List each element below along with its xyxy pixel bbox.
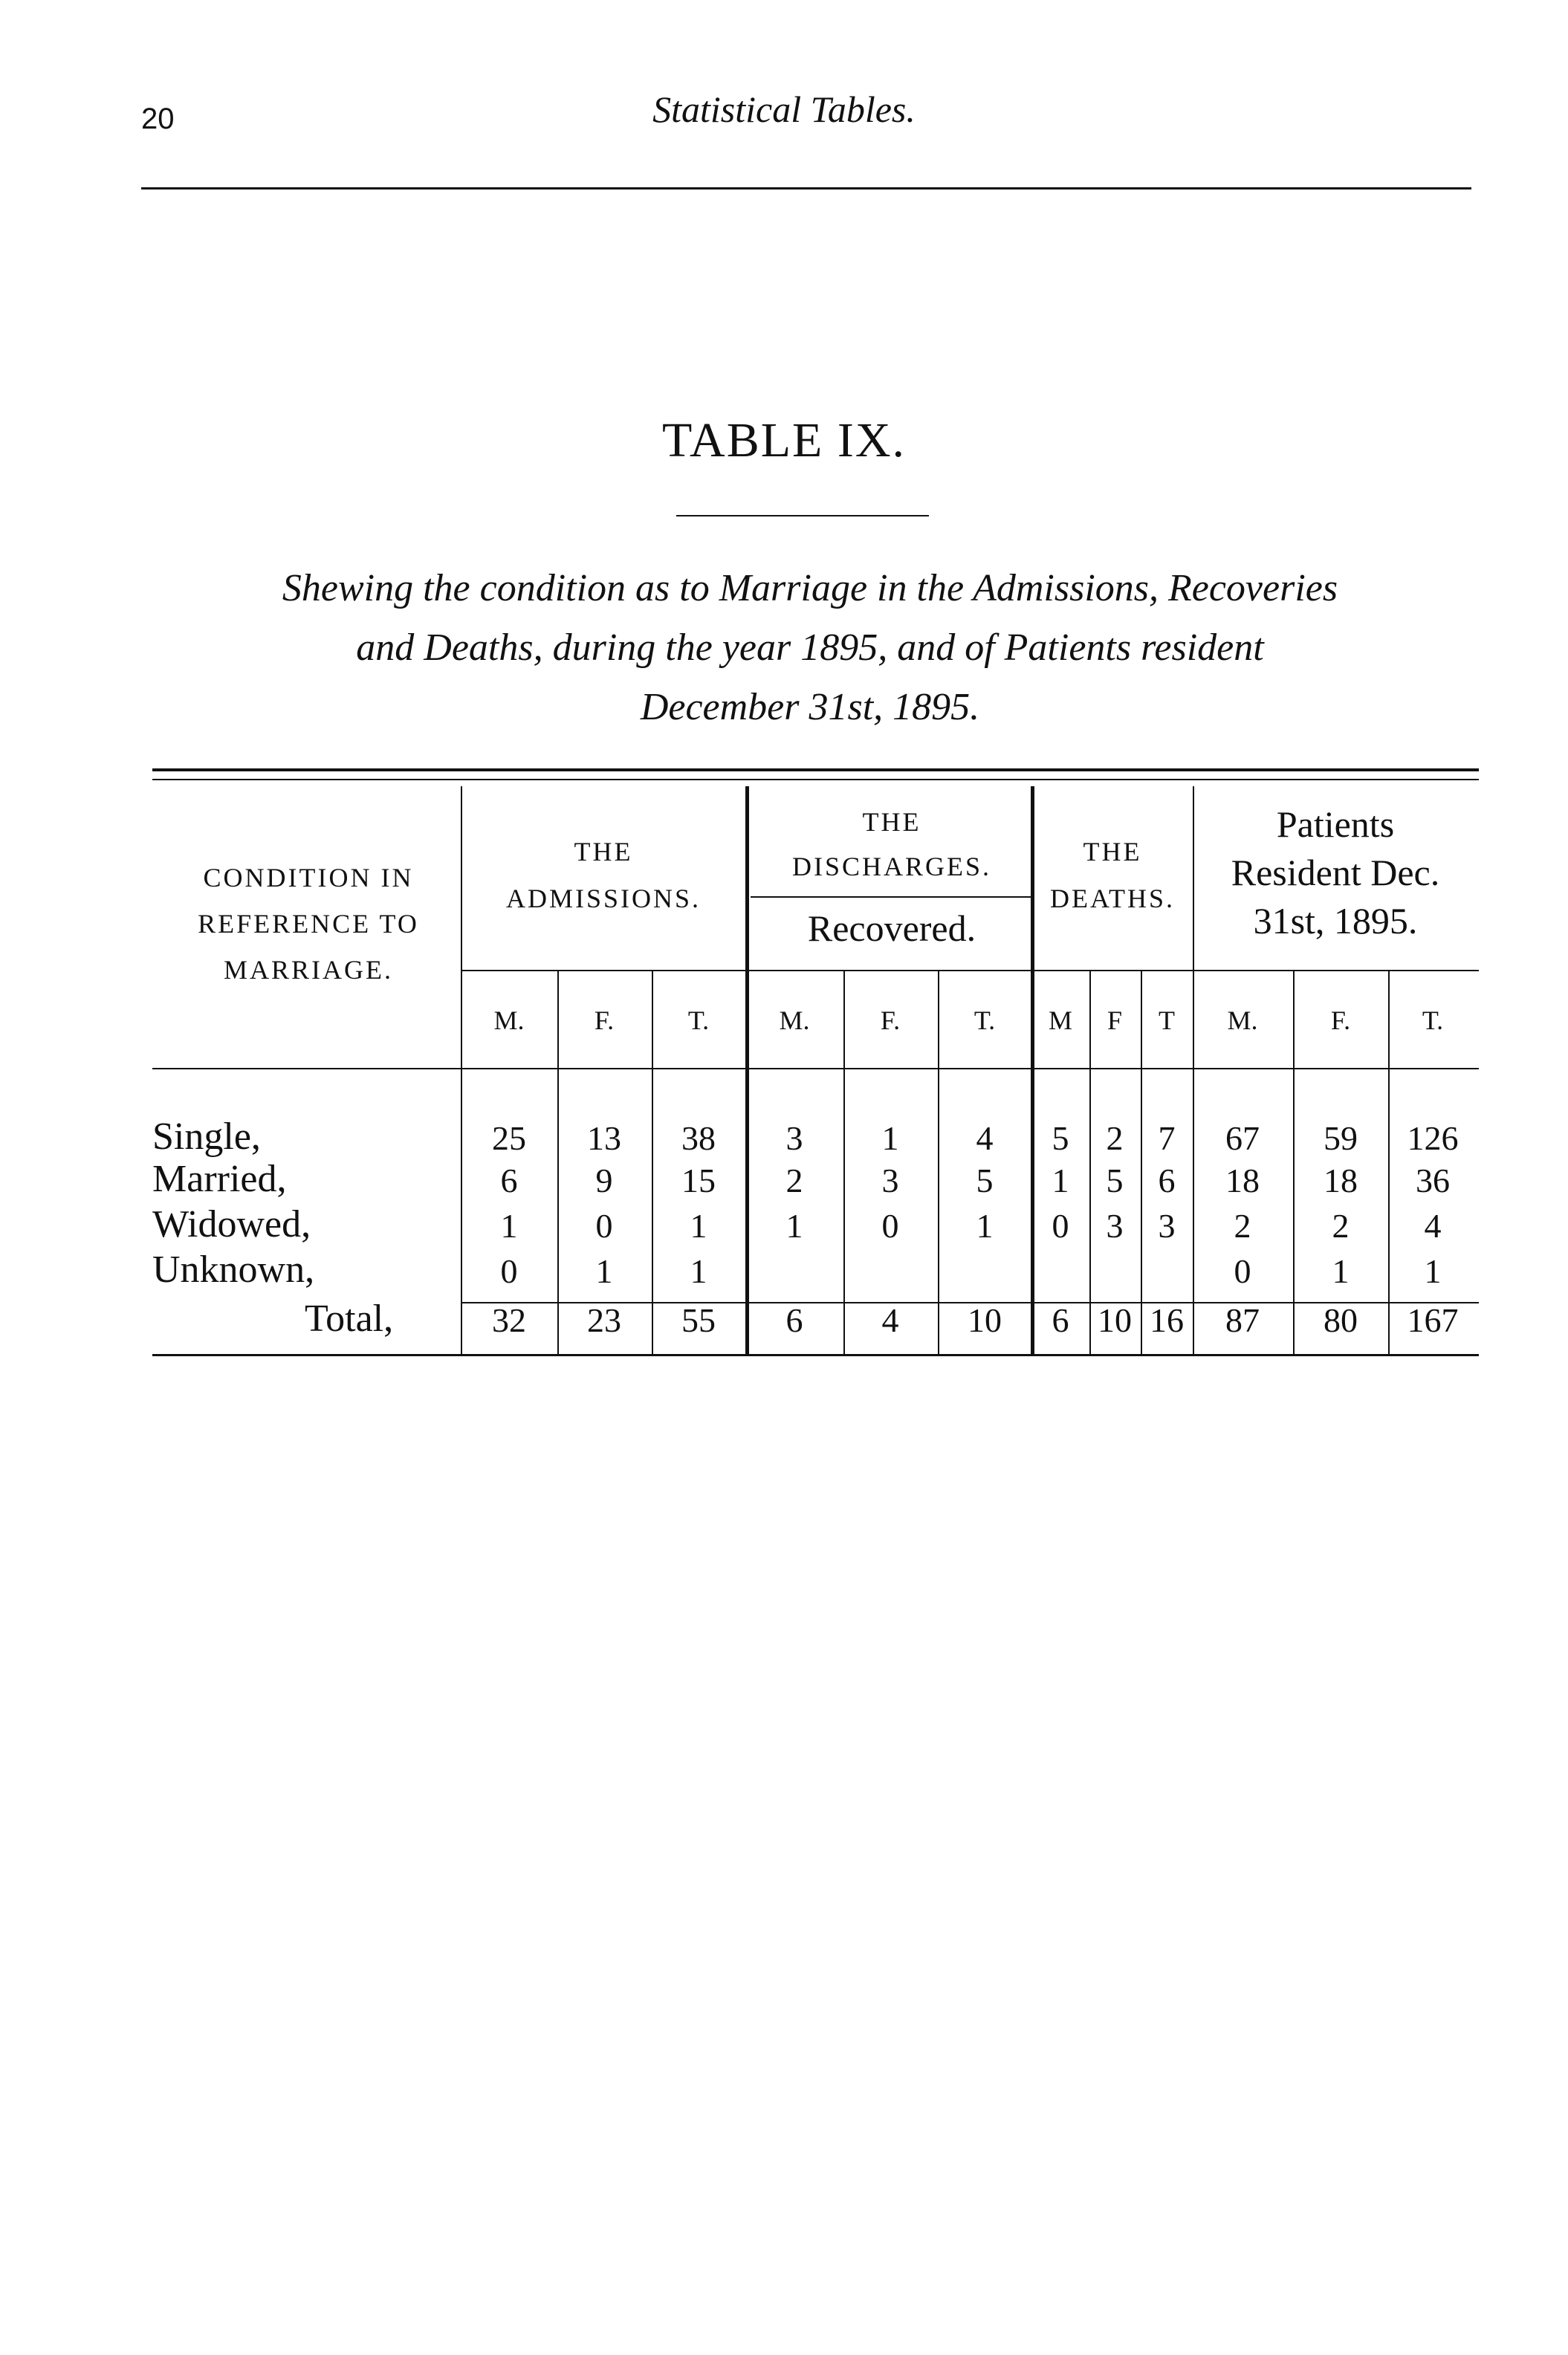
table-cell: 0 bbox=[1052, 1207, 1069, 1245]
table-cell: 3 bbox=[881, 1162, 899, 1199]
subcol-divider bbox=[1141, 970, 1142, 1354]
recovered-header: Recovered. bbox=[807, 907, 976, 949]
group-header-rule bbox=[461, 970, 1479, 971]
header-line: REFERENCE TO bbox=[198, 909, 419, 939]
table-cell: 4 bbox=[1424, 1207, 1442, 1245]
row-label-unknown: Unknown, bbox=[152, 1248, 315, 1291]
table-cell: 9 bbox=[595, 1162, 613, 1199]
table-cell: 3 bbox=[1158, 1207, 1176, 1245]
table-top-rule-thin bbox=[152, 779, 1479, 780]
table-cell: 126 bbox=[1407, 1119, 1459, 1157]
table-cell: 2 bbox=[1332, 1207, 1350, 1245]
condition-header bbox=[171, 855, 446, 993]
total-label: Total, bbox=[305, 1298, 394, 1340]
table-cell: 36 bbox=[1416, 1162, 1450, 1199]
table-cell: 18 bbox=[1225, 1162, 1260, 1199]
subheader-m: M. bbox=[779, 1005, 810, 1035]
table-cell: 5 bbox=[976, 1162, 994, 1199]
subcol-divider bbox=[938, 970, 939, 1354]
table-cell: 1 bbox=[785, 1207, 803, 1245]
subheader-m: M bbox=[1048, 1005, 1073, 1035]
table-cell: 0 bbox=[881, 1207, 899, 1245]
subcol-divider bbox=[557, 970, 559, 1354]
table-cell: 1 bbox=[881, 1119, 899, 1157]
col-divider bbox=[1031, 786, 1034, 1354]
subcol-divider bbox=[843, 970, 845, 1354]
table-cell: 6 bbox=[1052, 1301, 1069, 1339]
table-cell: 10 bbox=[968, 1301, 1002, 1339]
col-divider bbox=[1193, 786, 1194, 1354]
subheader-t: T. bbox=[1422, 1005, 1444, 1035]
table-cell: 4 bbox=[976, 1119, 994, 1157]
title-rule bbox=[676, 515, 929, 516]
admissions-header-the: THE bbox=[574, 837, 633, 866]
caption-line: December 31st, 1895. bbox=[640, 686, 980, 728]
table-cell: 18 bbox=[1324, 1162, 1358, 1199]
subheader-t: T. bbox=[973, 1005, 996, 1035]
table-title: TABLE IX. bbox=[662, 413, 906, 467]
table-cell: 55 bbox=[681, 1301, 716, 1339]
table-cell: 1 bbox=[976, 1207, 994, 1245]
table-cell: 32 bbox=[492, 1301, 526, 1339]
col-divider bbox=[745, 786, 749, 1354]
discharges-header-the: THE bbox=[862, 807, 921, 837]
table-cell: 2 bbox=[785, 1162, 803, 1199]
row-label-widowed: Widowed, bbox=[152, 1203, 311, 1245]
discharges-header: DISCHARGES. bbox=[791, 852, 992, 881]
header-line: MARRIAGE. bbox=[223, 955, 393, 985]
header-line: CONDITION IN bbox=[203, 863, 414, 893]
table-cell: 1 bbox=[595, 1252, 613, 1290]
row-label-married: Married, bbox=[152, 1158, 287, 1200]
deaths-header-the: THE bbox=[1083, 837, 1142, 866]
table-cell: 2 bbox=[1234, 1207, 1251, 1245]
table-cell: 6 bbox=[785, 1301, 803, 1339]
subheader-f: F. bbox=[1330, 1005, 1351, 1035]
subheader-t: T bbox=[1159, 1005, 1175, 1035]
table-cell: 6 bbox=[500, 1162, 518, 1199]
subcol-divider bbox=[1293, 970, 1295, 1354]
page-number: 20 bbox=[141, 103, 175, 135]
table-cell: 6 bbox=[1158, 1162, 1176, 1199]
table-cell: 1 bbox=[1052, 1162, 1069, 1199]
table-cell: 4 bbox=[881, 1301, 899, 1339]
resident-header-line1: Patients bbox=[1276, 803, 1395, 845]
table-cell: 25 bbox=[492, 1119, 526, 1157]
caption-line: Shewing the condition as to Marriage in the Admissions, Recoveries bbox=[282, 567, 1338, 609]
resident-header-line3: 31st, 1895. bbox=[1253, 900, 1418, 942]
table-cell: 3 bbox=[785, 1119, 803, 1157]
caption-line: and Deaths, during the year 1895, and of Patients resident bbox=[356, 626, 1264, 669]
table-cell: 0 bbox=[1234, 1252, 1251, 1290]
table-cell: 16 bbox=[1150, 1301, 1184, 1339]
table-cell: 38 bbox=[681, 1119, 716, 1157]
table-cell: 7 bbox=[1158, 1119, 1176, 1157]
subheader-f: F bbox=[1107, 1005, 1123, 1035]
table-cell: 3 bbox=[1106, 1207, 1124, 1245]
subcol-divider bbox=[652, 970, 653, 1354]
discharges-sub-rule bbox=[751, 896, 1033, 898]
table-cell: 2 bbox=[1106, 1119, 1124, 1157]
table-cell: 1 bbox=[690, 1207, 707, 1245]
table-cell: 167 bbox=[1407, 1301, 1459, 1339]
table-cell: 87 bbox=[1225, 1301, 1260, 1339]
table-cell: 15 bbox=[681, 1162, 716, 1199]
admissions-header: ADMISSIONS. bbox=[505, 884, 702, 913]
running-head: Statistical Tables. bbox=[652, 88, 916, 130]
table-cell: 67 bbox=[1225, 1119, 1260, 1157]
table-cell: 1 bbox=[1332, 1252, 1350, 1290]
subcol-divider bbox=[1388, 970, 1390, 1354]
table-bottom-rule bbox=[152, 1354, 1479, 1356]
table-cell: 5 bbox=[1052, 1119, 1069, 1157]
table-caption bbox=[145, 559, 1475, 737]
header-rule bbox=[141, 187, 1471, 189]
table-cell: 0 bbox=[500, 1252, 518, 1290]
table-cell: 5 bbox=[1106, 1162, 1124, 1199]
subheader-m: M. bbox=[1227, 1005, 1258, 1035]
table-top-rule bbox=[152, 768, 1479, 771]
table-cell: 80 bbox=[1324, 1301, 1358, 1339]
subheader-t: T. bbox=[687, 1005, 710, 1035]
subheader-f: F. bbox=[880, 1005, 901, 1035]
header-bottom-rule bbox=[152, 1068, 1479, 1069]
subcol-divider bbox=[1089, 970, 1091, 1354]
table-cell: 10 bbox=[1098, 1301, 1132, 1339]
col-divider bbox=[461, 786, 462, 1354]
resident-header-line2: Resident Dec. bbox=[1231, 852, 1440, 893]
row-label-single: Single, bbox=[152, 1115, 261, 1158]
subheader-m: M. bbox=[493, 1005, 525, 1035]
table-cell: 23 bbox=[587, 1301, 621, 1339]
table-cell: 1 bbox=[690, 1252, 707, 1290]
table-cell: 13 bbox=[587, 1119, 621, 1157]
table-cell: 0 bbox=[595, 1207, 613, 1245]
deaths-header: DEATHS. bbox=[1049, 884, 1176, 913]
table-cell: 1 bbox=[500, 1207, 518, 1245]
table-cell: 59 bbox=[1324, 1119, 1358, 1157]
subheader-f: F. bbox=[594, 1005, 615, 1035]
table-cell: 1 bbox=[1424, 1252, 1442, 1290]
